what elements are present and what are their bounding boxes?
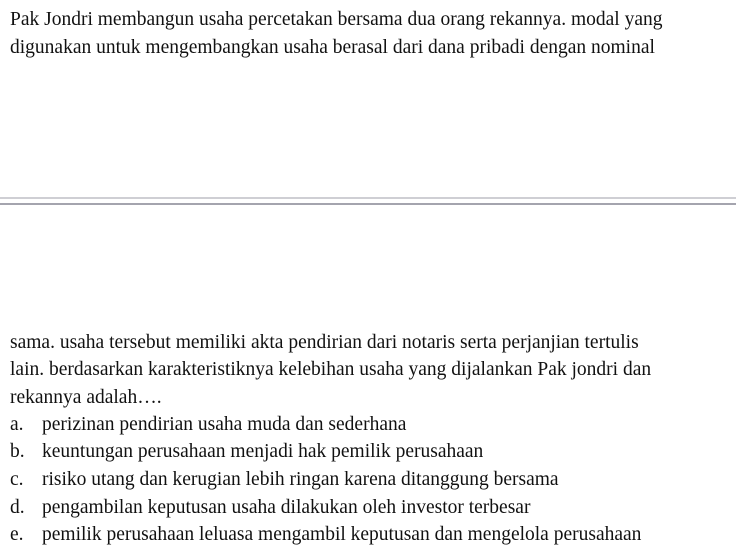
option-label: c. bbox=[10, 469, 24, 490]
option-label: d. bbox=[10, 497, 25, 518]
question-line: Pak Jondri membangun usaha percetakan bersama dua orang rekannya. modal yang bbox=[10, 9, 663, 30]
option-text: risiko utang dan kerugian lebih ringan karena ditanggung bersama bbox=[42, 469, 559, 490]
option-label: e. bbox=[10, 524, 24, 545]
question-line: lain. berdasarkan karakteristiknya kelebihan usaha yang dijalankan Pak jondri dan bbox=[10, 359, 652, 380]
option-text: keuntungan perusahaan menjadi hak pemilik perusahaan bbox=[42, 441, 484, 462]
option-d[interactable] bbox=[10, 496, 530, 520]
question-line: rekannya adalah…. bbox=[10, 387, 162, 408]
option-label: b. bbox=[10, 441, 25, 462]
option-c[interactable] bbox=[10, 468, 559, 492]
option-b[interactable] bbox=[10, 440, 483, 464]
page-divider bbox=[0, 197, 736, 199]
option-text: perizinan pendirian usaha muda dan sederhana bbox=[42, 414, 407, 435]
option-label: a. bbox=[10, 414, 24, 435]
question-line: sama. usaha tersebut memiliki akta pendirian dari notaris serta perjanjian tertulis bbox=[10, 332, 639, 353]
option-a[interactable] bbox=[10, 413, 406, 437]
page-divider bbox=[0, 203, 736, 205]
question-line: digunakan untuk mengembangkan usaha berasal dari dana pribadi dengan nominal bbox=[10, 37, 655, 58]
option-text: pengambilan keputusan usaha dilakukan oleh investor terbesar bbox=[42, 497, 531, 518]
option-e[interactable] bbox=[10, 523, 641, 547]
option-text: pemilik perusahaan leluasa mengambil keputusan dan mengelola perusahaan bbox=[42, 524, 642, 545]
